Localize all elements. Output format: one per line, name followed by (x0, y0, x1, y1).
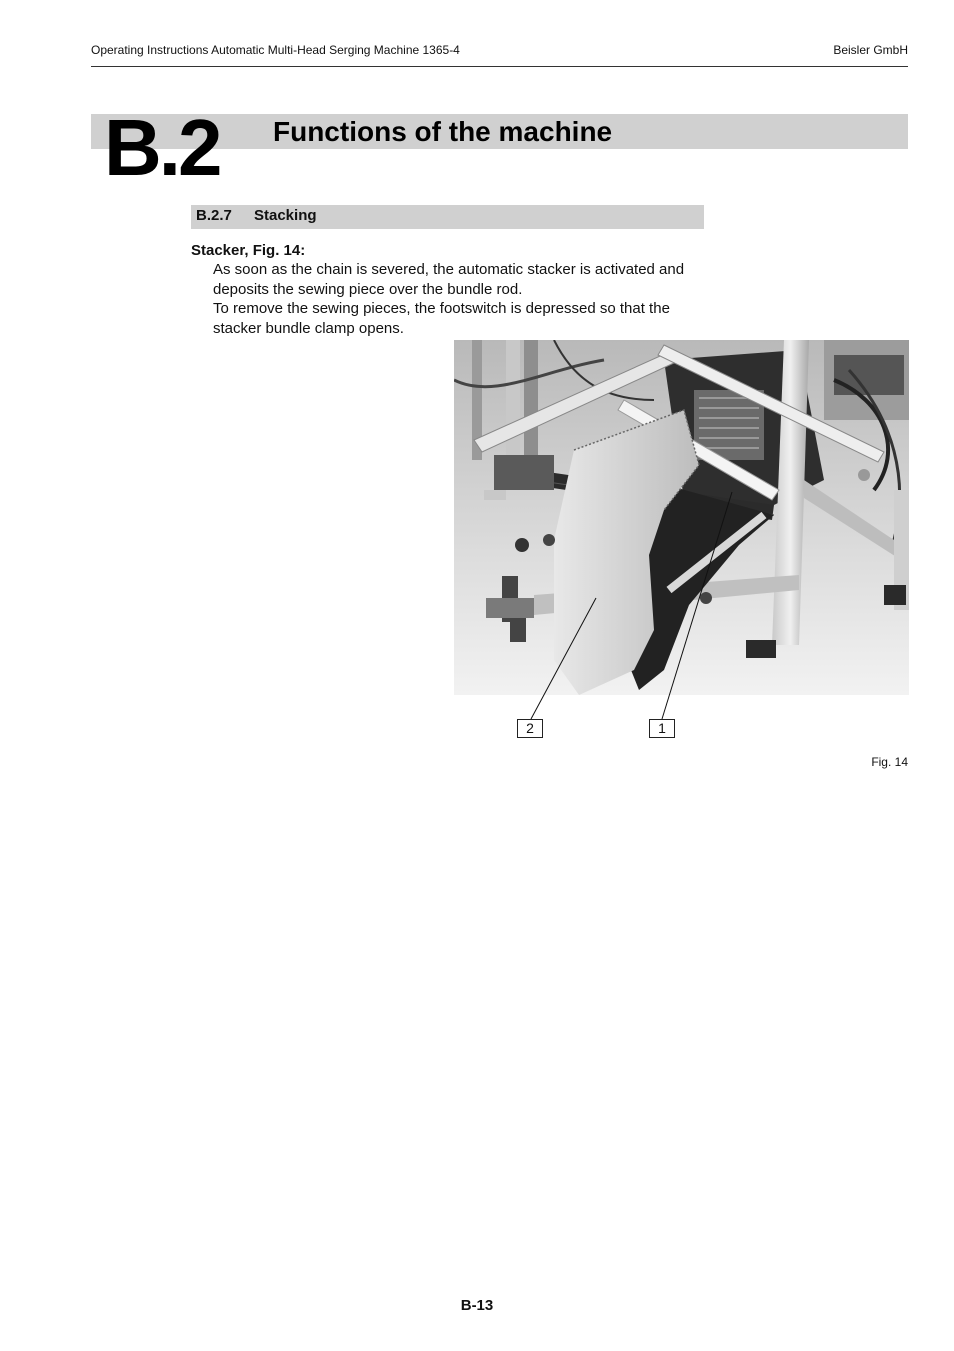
item-heading: Stacker, Fig. 14: (191, 242, 306, 259)
section-title: Stacking (254, 207, 317, 224)
paragraph-remove-pieces: To remove the sewing pieces, the footswitch is depressed so that the stacker bundle clamp opens. (213, 300, 670, 337)
stacker-photo (454, 340, 909, 695)
callout-label-2: 2 (517, 719, 543, 738)
body-text (213, 260, 708, 338)
page-number: B-13 (460, 1297, 494, 1314)
running-header-title: Operating Instructions Automatic Multi-Head Serging Machine 1365-4 (91, 43, 460, 57)
header-divider (91, 66, 908, 67)
figure-caption: Fig. 14 (871, 755, 908, 769)
paragraph-stacker-activation: As soon as the chain is severed, the automatic stacker is activated and deposits the sewing piece over the bundle rod. (213, 261, 685, 298)
section-number: B.2.7 (196, 207, 232, 224)
chapter-title: Functions of the machine (273, 116, 613, 147)
callout-label-1: 1 (649, 719, 675, 738)
running-header-company: Beisler GmbH (833, 43, 908, 57)
chapter-number: B.2 (104, 103, 220, 192)
